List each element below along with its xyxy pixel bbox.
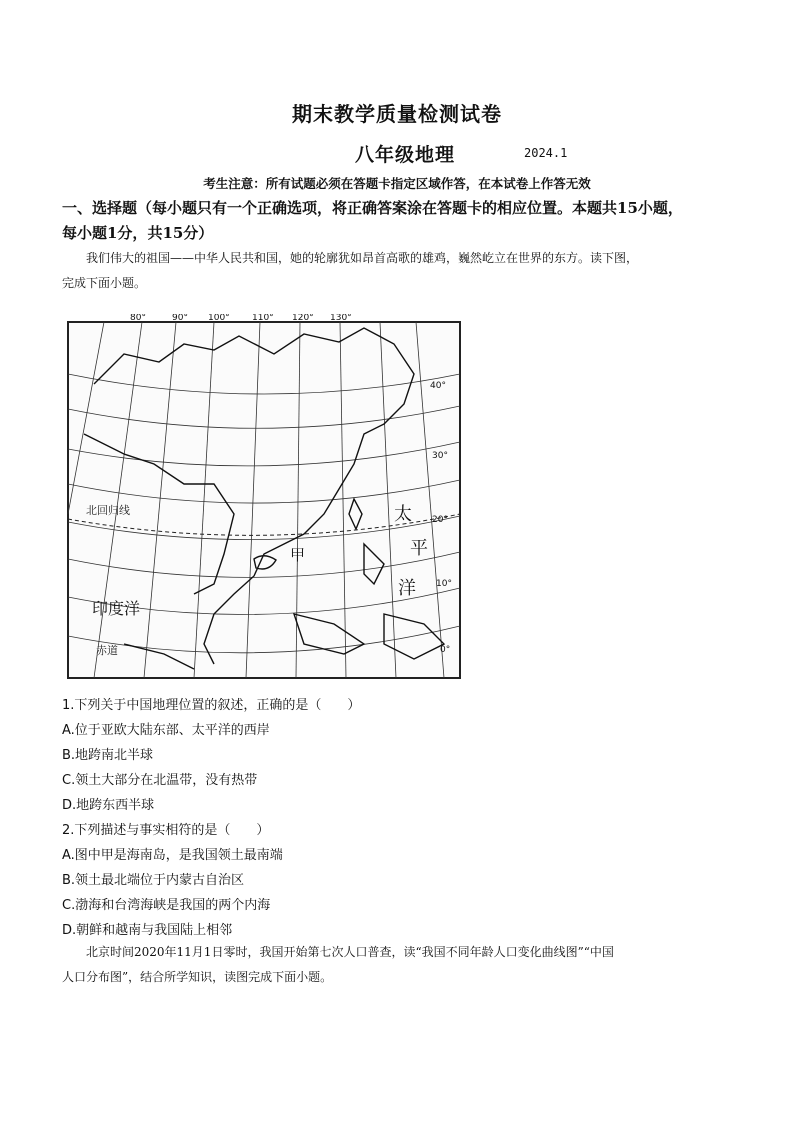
equator-label: 赤道: [96, 644, 118, 657]
pacific-label-3: 洋: [398, 578, 416, 599]
pacific-label-2: 平: [410, 538, 428, 559]
section-heading: [62, 196, 752, 246]
tropic-label: 北回归线: [86, 504, 130, 517]
intro-paragraph: [62, 246, 752, 296]
lat-label: 0°: [440, 645, 451, 655]
question-1-option-c: C.领土大部分在北温带，没有热带: [62, 773, 258, 788]
question-1-option-a: A.位于亚欧大陆东部、太平洋的西岸: [62, 723, 270, 738]
lon-label: 110°: [252, 314, 274, 323]
question-2-option-b: B.领土最北端位于内蒙古自治区: [62, 873, 245, 888]
jia-label: 甲: [290, 546, 306, 564]
lon-label: 120°: [292, 314, 314, 323]
china-location-map: [64, 314, 464, 682]
lat-label: 40°: [430, 381, 446, 391]
map-frame: [68, 322, 460, 678]
question-1-option-b: B.地跨南北半球: [62, 748, 154, 763]
section-heading-line1: 一、选择题（每小题只有一个正确选项，将正确答案涂在答题卡的相应位置。本题共15小题，: [62, 199, 683, 217]
lat-label: 30°: [432, 451, 448, 461]
lon-label: 100°: [208, 314, 230, 323]
intro-line2: 完成下面小题。: [62, 276, 147, 290]
lat-label: 20°: [432, 515, 448, 525]
question-2-option-a: A.图中甲是海南岛，是我国领土最南端: [62, 848, 283, 863]
exam-date: 2024.1: [524, 146, 568, 160]
question-2-stem: 2.下列描述与事实相符的是（ ）: [62, 823, 270, 838]
question-1-stem: 1.下列关于中国地理位置的叙述，正确的是（ ）: [62, 698, 361, 713]
question-2-option-d: D.朝鲜和越南与我国陆上相邻: [62, 923, 233, 938]
question-2-option-c: C.渤海和台湾海峡是我国的两个内海: [62, 898, 271, 913]
lat-label: 10°: [436, 579, 452, 589]
lon-label: 130°: [330, 314, 352, 323]
intro-line1: 我们伟大的祖国——中华人民共和国，她的轮廓犹如昂首高歌的雄鸡，巍然屹立在世界的东方。读下图，: [86, 251, 639, 265]
exam-title: 期末教学质量检测试卷: [292, 102, 502, 126]
closing-line1: 北京时间2020年11月1日零时，我国开始第七次人口普查，读“我国不同年龄人口变化曲线图”“中国: [86, 945, 614, 959]
question-1-option-d: D.地跨东西半球: [62, 798, 155, 813]
exam-notice: 考生注意：所有试题必须在答题卡指定区域作答，在本试卷上作答无效: [203, 176, 591, 191]
closing-line2: 人口分布图”，结合所学知识，读图完成下面小题。: [62, 970, 333, 984]
lon-label: 90°: [172, 314, 188, 323]
closing-paragraph: [62, 940, 752, 990]
pacific-label-1: 太: [394, 504, 412, 525]
exam-subtitle: 八年级地理: [355, 144, 456, 166]
indian-ocean-label: 印度洋: [92, 599, 141, 618]
section-heading-line2: 每小题1分，共15分）: [62, 224, 214, 242]
lon-label: 80°: [130, 314, 146, 323]
